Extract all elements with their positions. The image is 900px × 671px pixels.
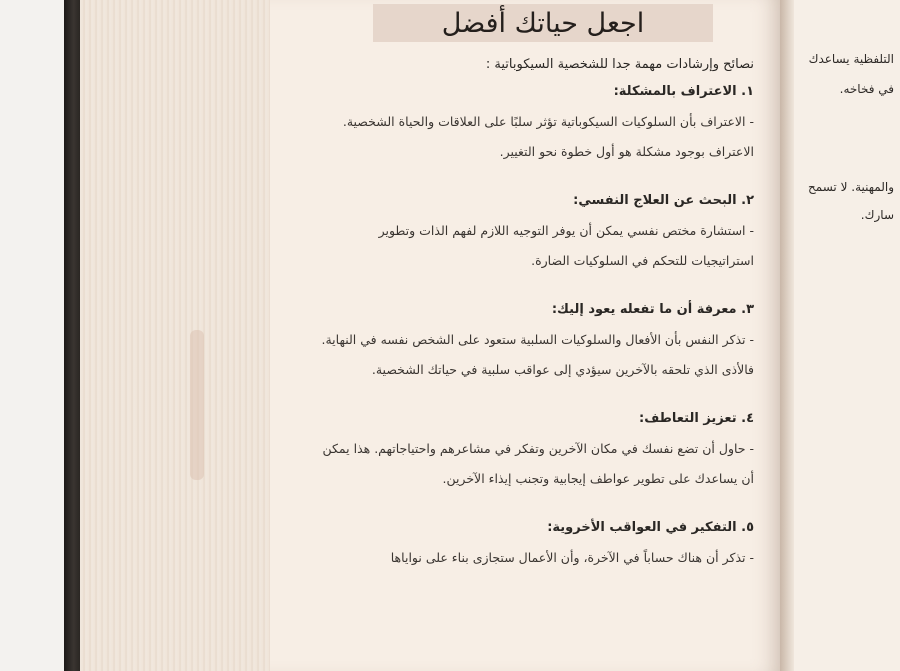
section-2 bbox=[312, 193, 754, 276]
page-content bbox=[312, 52, 754, 599]
section-4 bbox=[312, 411, 754, 494]
right-page-line: التلفظية يساعدك bbox=[808, 52, 894, 66]
section-heading: ٤. تعزيز التعاطف: bbox=[639, 411, 754, 426]
section-body: - استشارة مختص نفسي يمكن أن يوفر التوجيه اللازم لفهم الذات وتطوير استراتيجيات للتحكم في السلوكيات الضارة. bbox=[378, 223, 754, 268]
section-heading: ١. الاعتراف بالمشكلة: bbox=[613, 84, 754, 99]
intro-text: نصائح وإرشادات مهمة جدا للشخصية السيكوباتية : bbox=[485, 57, 754, 72]
page-edges bbox=[80, 0, 270, 671]
section-body: - حاول أن تضع نفسك في مكان الآخرين وتفكر في مشاعرهم واحتياجاتهم. هذا يمكن أن يساعدك على تطوير عواطف إيجابية وتجنب إيذاء الآخرين. bbox=[322, 441, 754, 486]
section-3 bbox=[312, 302, 754, 385]
section-heading: ٣. معرفة أن ما تفعله يعود إليك: bbox=[551, 302, 754, 317]
right-page-line: والمهنية. لا تسمح bbox=[808, 180, 894, 194]
section-body: - تذكر النفس بأن الأفعال والسلوكيات السلبية ستعود على الشخص نفسه في النهاية. فالأذى الذي تلحقه بالآخرين سيؤدي إلى عواقب سلبية في حياتك الشخصية. bbox=[321, 332, 754, 377]
right-page-line: سارك. bbox=[860, 208, 894, 222]
section-heading: ٥. التفكير في العواقب الأخروية: bbox=[547, 520, 754, 535]
background-left bbox=[0, 0, 66, 671]
section-1 bbox=[312, 84, 754, 167]
section-body: - الاعتراف بأن السلوكيات السيكوباتية تؤثر سلبًا على العلاقات والحياة الشخصية. الاعتراف بوجود مشكلة هو أول خطوة نحو التغيير. bbox=[342, 114, 754, 159]
book-spine bbox=[64, 0, 80, 671]
section-5 bbox=[312, 520, 754, 573]
page-title-banner bbox=[373, 4, 713, 42]
page-title: اجعل حياتك أفضل bbox=[441, 7, 645, 39]
right-page bbox=[794, 0, 900, 671]
section-body: - تذكر أن هناك حساباً في الآخرة، وأن الأعمال ستجازى بناء على نواياها bbox=[390, 550, 754, 565]
right-page-line: في فخاخه. bbox=[839, 82, 894, 96]
page-edge-stain bbox=[190, 330, 204, 480]
section-heading: ٢. البحث عن العلاج النفسي: bbox=[573, 193, 754, 208]
book-gutter bbox=[780, 0, 794, 671]
